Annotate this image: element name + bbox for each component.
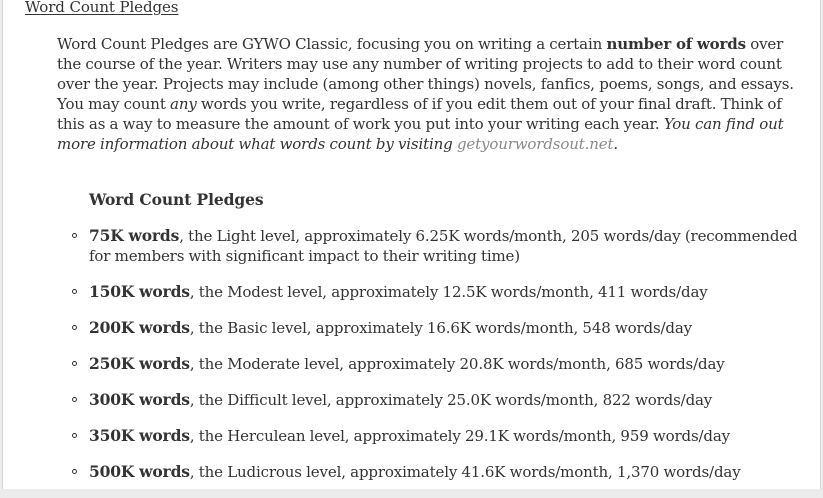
intro-text-2: over the course of the year. Writers may use any number of writing projects to add to their word count over the year. Projects may include (among other things) novels, fanfics, poems, songs, and essays. You may count (57, 35, 794, 113)
circle-bullet-icon (72, 469, 77, 474)
circle-bullet-icon (72, 433, 77, 438)
circle-bullet-icon (72, 233, 77, 238)
pledge-amount: 500K words (89, 462, 190, 481)
pledge-amount: 75K words (89, 226, 180, 245)
pledge-item (89, 462, 809, 482)
intro-text-3: words you write, regardless of if you edit them out of your final draft. Think of this as a way to measure the amount of work you put into your writing each year. (57, 95, 782, 133)
intro-italic-any: any (170, 95, 197, 113)
pledge-amount: 250K words (89, 354, 190, 373)
getyourwordsout-link[interactable]: getyourwordsout.net (456, 135, 614, 153)
pledge-detail: , the Difficult level, approximately 25.0K words/month, 822 words/day (189, 391, 713, 409)
intro-text-1: Word Count Pledges are GYWO Classic, focusing you on writing a certain (57, 35, 607, 53)
pledge-amount: 150K words (89, 282, 190, 301)
pledge-detail: , the Modest level, approximately 12.5K words/month, 411 words/day (189, 283, 708, 301)
intro-end-period: . (613, 135, 618, 153)
word-count-pledges-link[interactable]: Word Count Pledges (25, 0, 179, 16)
pledge-detail: , the Light level, approximately 6.25K words/month, 205 words/day (recommended for members with significant impact to their writing time) (89, 227, 798, 265)
pledge-item (89, 282, 809, 302)
circle-bullet-icon (72, 325, 77, 330)
pledge-list (89, 226, 809, 498)
pledge-item (89, 390, 809, 410)
content-panel (2, 0, 821, 489)
pledge-detail: , the Herculean level, approximately 29.1K words/month, 959 words/day (189, 427, 730, 445)
intro-italic-more-info: You can find out more information about what words count by visiting (57, 115, 784, 153)
intro-bold-number-of-words: number of words (606, 35, 746, 53)
pledge-detail: , the Basic level, approximately 16.6K words/month, 548 words/day (189, 319, 692, 337)
pledge-amount: 300K words (89, 390, 190, 409)
pledges-sub-heading: Word Count Pledges (89, 190, 264, 209)
pledge-detail: , the Ludicrous level, approximately 41.6K words/month, 1,370 words/day (189, 463, 741, 481)
pledge-amount: 200K words (89, 318, 190, 337)
circle-bullet-icon (72, 361, 77, 366)
pledge-amount: 350K words (89, 426, 190, 445)
circle-bullet-icon (72, 289, 77, 294)
intro-paragraph (57, 34, 807, 154)
pledge-item (89, 318, 809, 338)
pledge-item (89, 426, 809, 446)
pledge-detail: , the Moderate level, approximately 20.8K words/month, 685 words/day (189, 355, 725, 373)
circle-bullet-icon (72, 397, 77, 402)
pledge-item (89, 354, 809, 374)
pledge-item (89, 226, 809, 266)
